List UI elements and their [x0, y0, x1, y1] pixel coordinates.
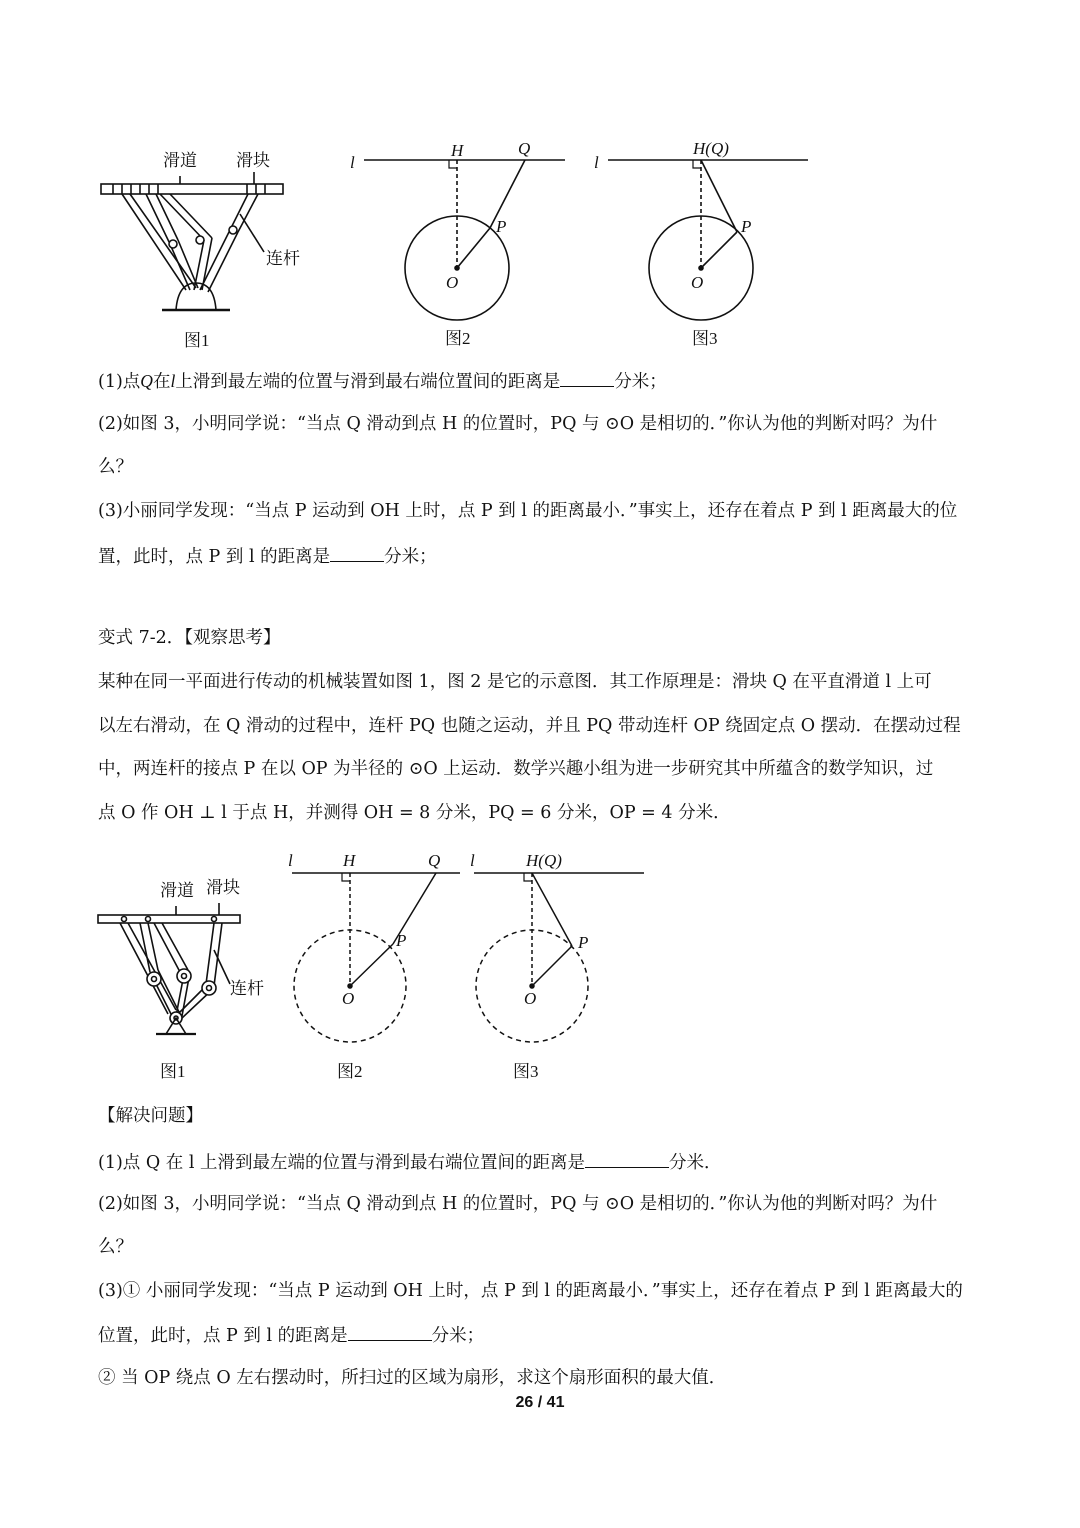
top-fig1-rod-label: 连杆: [266, 249, 300, 268]
top-fig2-P-label: P: [496, 217, 507, 236]
part1-q3-answer-blank[interactable]: [330, 543, 384, 562]
solve-heading: 【解决问题】: [98, 1106, 203, 1126]
top-fig2-Q-label: Q: [518, 139, 531, 158]
bottom-fig2-O-label: O: [342, 989, 355, 1008]
part1-question-2-line2: 么？: [98, 457, 133, 477]
page-number: 26 / 41: [515, 1394, 565, 1411]
top-fig3-diagram: [608, 160, 808, 320]
top-fig2-H-label: H: [451, 141, 464, 160]
part2-q3-answer-blank[interactable]: [348, 1322, 432, 1341]
variant-heading: 变式 7-2．【观察思考】: [98, 628, 281, 648]
variant-para-line-4: 点 O 作 OH ⊥ l 于点 H，并测得 OH = 8 分米，PQ = 6 分米，OP = 4 分米．: [98, 803, 731, 823]
part2-question-3-line1: (3)① 小丽同学发现：“当点 P 运动到 OH 上时，点 P 到 l 的距离最小．”事实上，还存在着点 P 到 l 距离最大的: [98, 1281, 963, 1301]
top-fig3-caption: 图3: [692, 329, 718, 348]
top-fig1-track-label: 滑道: [163, 151, 197, 170]
bottom-fig2-caption: 图2: [337, 1062, 363, 1081]
part2-question-3-line2: 位置，此时，点 P 到 l 的距离是 分米；: [98, 1322, 484, 1348]
bottom-fig1-mechanism: [98, 903, 240, 1034]
top-fig1-slider-label: 滑块: [236, 151, 270, 170]
bottom-fig1-track-label: 滑道: [160, 881, 194, 900]
bottom-fig3-caption: 图3: [513, 1062, 539, 1081]
bottom-fig3-P-label: P: [578, 933, 589, 952]
bottom-fig1-rod-label: 连杆: [230, 979, 264, 998]
part1-question-1: (1)点Q在l上滑到最左端的位置与滑到最右端位置间的距离是 分米；: [98, 368, 667, 394]
bottom-fig2-P-label: P: [396, 931, 407, 950]
part2-question-3-line3: ② 当 OP 绕点 O 左右摆动时，所扫过的区域为扇形，求这个扇形面积的最大值．: [98, 1368, 727, 1388]
part1-question-2-line1: (2)如图 3，小明同学说：“当点 Q 滑动到点 H 的位置时，PQ 与 ⊙O 是相切的．”你认为他的判断对吗？为什: [98, 414, 938, 434]
top-fig2-l-label: l: [350, 153, 355, 172]
bottom-fig1-caption: 图1: [160, 1062, 186, 1081]
part2-question-2-line1: (2)如图 3，小明同学说：“当点 Q 滑动到点 H 的位置时，PQ 与 ⊙O 是相切的．”你认为他的判断对吗？为什: [98, 1194, 938, 1214]
top-fig1-mechanism: [101, 172, 283, 310]
variant-para-line-2: 以左右滑动，在 Q 滑动的过程中，连杆 PQ 也随之运动，并且 PQ 带动连杆 OP 绕固定点 O 摆动．在摆动过程: [98, 716, 961, 736]
bottom-fig3-O-label: O: [524, 989, 537, 1008]
bottom-fig2-H-label: H: [343, 851, 356, 870]
top-fig3-l-label: l: [594, 153, 599, 172]
top-fig1-caption: 图1: [184, 331, 210, 350]
bottom-fig1-slider-label: 滑块: [206, 878, 240, 897]
bottom-fig2-diagram: [292, 873, 460, 1042]
part2-question-2-line2: 么？: [98, 1237, 133, 1257]
part2-question-1: (1)点 Q 在 l 上滑到最左端的位置与滑到最右端位置间的距离是 分米．: [98, 1149, 721, 1175]
variant-para-line-3: 中，两连杆的接点 P 在以 OP 为半径的 ⊙O 上运动．数学兴趣小组为进一步研究其中所蕴含的数学知识，过: [98, 759, 934, 779]
part1-question-3-line1: (3)小丽同学发现：“当点 P 运动到 OH 上时，点 P 到 l 的距离最小．”事实上，还存在着点 P 到 l 距离最大的位: [98, 501, 958, 521]
top-fig3-P-label: P: [741, 217, 752, 236]
variant-para-line-1: 某种在同一平面进行传动的机械装置如图 1，图 2 是它的示意图．其工作原理是：滑块 Q 在平直滑道 l 上可: [98, 672, 932, 692]
bottom-fig3-diagram: [474, 873, 644, 1042]
top-fig3-O-label: O: [691, 273, 704, 292]
top-fig3-HQ-label: H(Q): [693, 139, 729, 158]
top-fig2-diagram: [364, 160, 565, 320]
part1-question-3-line2: 置，此时，点 P 到 l 的距离是 分米；: [98, 543, 437, 569]
top-fig2-O-label: O: [446, 273, 459, 292]
part2-q1-answer-blank[interactable]: [585, 1149, 669, 1168]
bottom-fig2-l-label: l: [288, 851, 293, 870]
top-fig2-caption: 图2: [445, 329, 471, 348]
bottom-fig3-l-label: l: [470, 851, 475, 870]
part1-q1-answer-blank[interactable]: [560, 368, 614, 387]
bottom-fig2-Q-label: Q: [428, 851, 441, 870]
bottom-fig3-HQ-label: H(Q): [526, 851, 562, 870]
